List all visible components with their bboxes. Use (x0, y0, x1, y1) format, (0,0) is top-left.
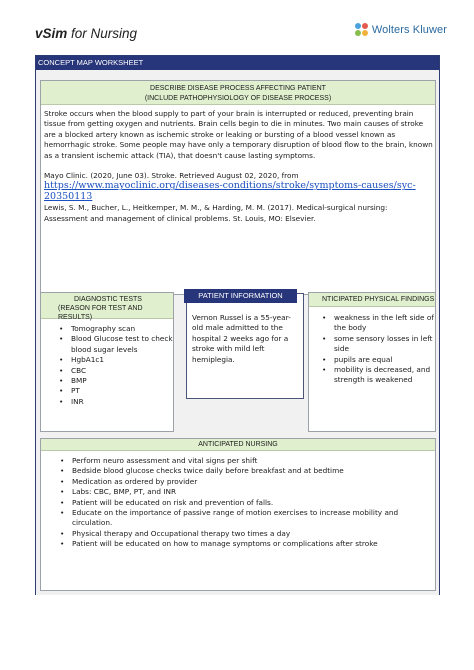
physical-findings-heading: NTICIPATED PHYSICAL FINDINGS (309, 293, 435, 307)
patient-information-section (186, 293, 304, 399)
brand-vsim: vSim (35, 26, 68, 41)
list-item: • Educate on the importance of passive range of motion exercises to increase mobility and circulation. (72, 508, 435, 529)
list-item: • HgbA1c1 (71, 355, 173, 365)
list-item: • BMP (71, 376, 173, 386)
anticipated-nursing-heading: ANTICIPATED NURSING (41, 439, 435, 451)
list-item: • CBC (71, 366, 173, 376)
anticipated-nursing-list (41, 451, 435, 550)
reference-lewis: Lewis, S. M., Bucher, L., Heitkemper, M. M., & Harding, M. M. (2017). Medical-surgical nursing: Assessment and management of clinical problems. St. Louis, MO: Elsevier. (44, 203, 388, 223)
vsim-brand-logo (35, 26, 137, 41)
list-item: • Perform neuro assessment and vital signs per shift (72, 456, 435, 466)
publisher-name: Wolters Kluwer (371, 23, 447, 36)
disease-process-text: Stroke occurs when the blood supply to part of your brain is interrupted or reduced, preventing brain tissue from getting oxygen and nutrients. Brain cells begin to die in minutes. Two main causes of stroke are a blocked artery known as ischemic stroke or leaking or bursting of a blood vessel known as hemorrhagic stroke. Some people may have only a temporary disruption of blood flow to the brain, known as a transient ischemic attack (TIA), that doesn't cause lasting symptoms. (44, 109, 433, 160)
list-item: • Medication as ordered by provider (72, 477, 435, 487)
reference-mayo-link[interactable]: https://www.mayoclinic.org/diseases-conditions/stroke/symptoms-causes/syc-20350113 (44, 180, 416, 202)
diagnostic-heading-line1: DIAGNOSTIC TESTS (74, 296, 142, 303)
disease-process-heading-line2: (INCLUDE PATHOPHYSIOLOGY OF DISEASE PROCESS) (144, 94, 332, 102)
list-item: • mobility is decreased, and strength is weakened (334, 365, 435, 386)
list-item: • Blood Glucose test to check blood sugar levels (71, 334, 173, 355)
disease-process-heading (41, 81, 435, 105)
diagnostic-heading-line2: (REASON FOR TEST AND (58, 305, 143, 312)
list-item: • pupils are equal (334, 355, 435, 365)
list-item: • PT (71, 386, 173, 396)
brand-for-nursing: for Nursing (67, 26, 138, 41)
list-item: • Tomography scan (71, 324, 173, 334)
physical-findings-list (309, 307, 435, 386)
concept-map-worksheet (35, 55, 440, 595)
disease-process-section (40, 80, 436, 295)
wolters-kluwer-logo-icon (355, 23, 368, 36)
disease-process-heading-line1: DESCRIBE DISEASE PROCESS AFFECTING PATIENT (150, 85, 326, 92)
diagnostic-tests-list (41, 319, 173, 407)
list-item: • Patient will be educated on how to manage symptoms or complications after stroke (72, 539, 435, 549)
reference-mayo-text: Mayo Clinic. (2020, June 03). Stroke. Retrieved August 02, 2020, from (44, 171, 299, 181)
wolters-kluwer-brand (355, 23, 447, 36)
diagnostic-heading-line3: RESULTS) (58, 314, 93, 321)
worksheet-body (36, 70, 439, 595)
list-item: • Patient will be educated on risk and prevention of falls. (72, 498, 435, 508)
list-item: • INR (71, 397, 173, 407)
patient-information-text: Vernon Russel is a 55-year-old male admitted to the hospital 2 weeks ago for a stroke with mild left hemiplegia. (192, 313, 291, 364)
list-item: • weakness in the left side of the body (334, 313, 435, 334)
diagnostic-tests-heading (41, 293, 173, 319)
list-item: • some sensory losses in left side (334, 334, 435, 355)
physical-findings-section (308, 292, 436, 432)
list-item: • Bedside blood glucose checks twice daily before breakfast and at bedtime (72, 466, 435, 476)
list-item: • Physical therapy and Occupational therapy two times a day (72, 529, 435, 539)
list-item: • Labs: CBC, BMP, PT, and INR (72, 487, 435, 497)
diagnostic-tests-section (40, 292, 174, 432)
patient-information-heading: PATIENT INFORMATION (184, 289, 297, 303)
reference-mayo (41, 161, 435, 202)
worksheet-title: CONCEPT MAP WORKSHEET (36, 56, 439, 70)
anticipated-nursing-section (40, 438, 436, 591)
